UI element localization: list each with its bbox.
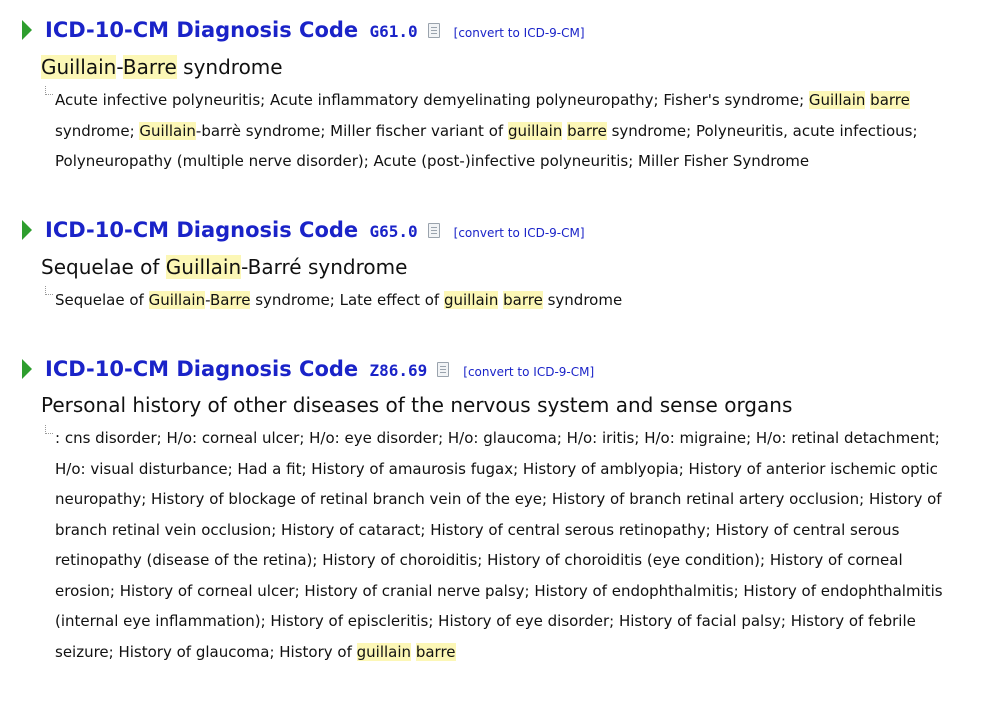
code-description: Guillain-Barre syndrome: [41, 55, 283, 79]
result-g61-0: [0, 14, 990, 184]
convert-to-icd9-link[interactable]: [convert to ICD-9-CM]: [463, 365, 595, 379]
search-term-highlight: Barre: [122, 55, 177, 79]
synonyms-text: Sequelae of Guillain-Barre syndrome; Late effect of guillain barre syndrome: [55, 291, 623, 309]
document-icon[interactable]: [437, 362, 449, 377]
result-header: [0, 14, 990, 46]
code-title-link[interactable]: [45, 353, 594, 388]
result-header: [0, 353, 990, 385]
search-term-highlight: barre: [870, 91, 910, 109]
expand-triangle-icon[interactable]: [22, 359, 32, 379]
expand-triangle-icon[interactable]: [22, 20, 32, 40]
search-term-highlight: Barre: [209, 291, 251, 309]
code-value[interactable]: G61.0: [369, 22, 418, 41]
tree-connector-icon: [45, 425, 53, 434]
search-term-highlight: barre: [503, 291, 543, 309]
search-term-highlight: barre: [567, 121, 607, 140]
code-description: Sequelae of Guillain-Barré syndrome: [41, 255, 408, 279]
code-title-link[interactable]: [45, 14, 585, 49]
code-heading[interactable]: ICD-10-CM Diagnosis Code: [45, 18, 359, 42]
search-term-highlight: guillain: [356, 642, 412, 661]
search-term-highlight: Guillain: [41, 55, 117, 79]
result-g65-0: [0, 214, 990, 324]
convert-to-icd9-link[interactable]: [convert to ICD-9-CM]: [453, 226, 585, 240]
synonyms-text: Acute infective polyneuritis; Acute inflammatory demyelinating polyneuropathy; Fisher's syndrome; Guillain barre syndrome; Guillain-barrè syndrome; Miller fischer variant of guillain barre syndrome; Polyneuritis, acute infectious; Polyneuropathy (multiple nerve disorder); Acute (post-)infective polyneuritis; Miller Fisher Syndrome: [55, 91, 918, 170]
convert-to-icd9-link[interactable]: [convert to ICD-9-CM]: [453, 26, 585, 40]
code-value[interactable]: G65.0: [369, 222, 418, 241]
tree-connector-icon: [45, 86, 53, 95]
result-z86-69: [0, 353, 990, 703]
search-term-highlight: guillain: [507, 121, 563, 140]
search-term-highlight: Guillain: [139, 121, 196, 140]
search-term-highlight: barre: [415, 642, 456, 661]
document-icon[interactable]: [428, 23, 440, 38]
expand-triangle-icon[interactable]: [22, 220, 32, 240]
synonyms-text: : cns disorder; H/o: corneal ulcer; H/o: eye disorder; H/o: glaucoma; H/o: iritis; H/o: migraine; H/o: retinal detachment; H/o: visual disturbance; Had a fit; History of amaurosis fugax; History of amblyopia; History of anterior ischemic optic neuropathy; History of blockage of retinal branch vein of the eye; History of branch retinal artery occlusion; History of branch retinal vein occlusion; History of cataract; History of central serous retinopathy; History of central serous retinopathy (disease of the retina); History of choroiditis; History of choroiditis (eye condition); History of corneal erosion; History of corneal ulcer; History of cranial nerve palsy; History of endophthalmitis; History of endophthalmitis (internal eye inflammation); History of episcleritis; History of eye disorder; History of facial palsy; History of febrile seizure; History of glaucoma; History of guillain barre: [55, 429, 943, 661]
code-value[interactable]: Z86.69: [369, 361, 428, 380]
code-heading[interactable]: ICD-10-CM Diagnosis Code: [45, 357, 359, 381]
document-icon[interactable]: [428, 223, 440, 238]
code-heading[interactable]: ICD-10-CM Diagnosis Code: [45, 218, 359, 242]
code-title-link[interactable]: [45, 214, 585, 249]
code-description: Personal history of other diseases of the nervous system and sense organs: [41, 393, 793, 417]
search-term-highlight: Guillain: [148, 291, 206, 309]
tree-connector-icon: [45, 286, 53, 295]
result-header: [0, 214, 990, 246]
search-term-highlight: Guillain: [808, 91, 866, 109]
search-term-highlight: guillain: [443, 291, 499, 309]
search-term-highlight: Guillain: [165, 255, 242, 279]
